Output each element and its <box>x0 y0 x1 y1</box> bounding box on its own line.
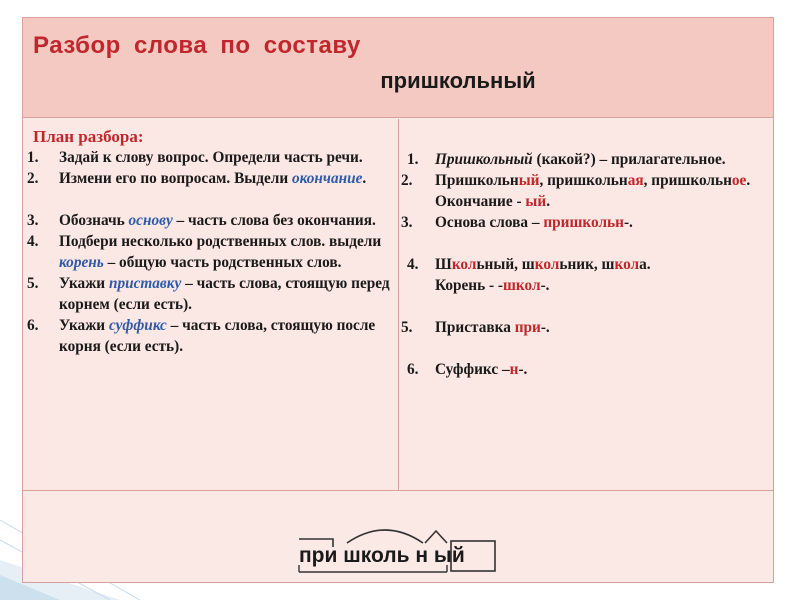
term-highlight: суффикс <box>108 317 167 334</box>
morpheme-highlight: школ <box>503 277 541 294</box>
content-row <box>23 119 773 491</box>
item-text <box>59 168 395 189</box>
analysis-table <box>22 17 774 583</box>
text-run: (какой?) – прилагательное. <box>532 151 726 168</box>
morpheme-highlight: ый <box>525 193 547 210</box>
text-run: Корень - - <box>435 277 504 294</box>
text-run: Укажи <box>59 317 109 334</box>
text-run: Укажи <box>59 275 109 292</box>
item-number: 6. <box>407 361 419 378</box>
item-number: 3. <box>27 212 39 229</box>
text-run: Пришкольн <box>435 172 519 189</box>
item-number: 5. <box>401 319 413 336</box>
slide-title: Разбор слова по составу <box>33 32 361 59</box>
text-run: . <box>546 193 551 210</box>
analyzed-word: пришкольный <box>380 68 536 93</box>
item-extra-line <box>435 275 771 296</box>
morpheme-row <box>23 492 773 582</box>
list-item <box>27 231 395 273</box>
term-highlight: окончание <box>291 170 363 187</box>
text-run: – часть слова, стоящую перед корнем (если есть). <box>59 275 390 313</box>
item-number: 2. <box>401 172 413 189</box>
item-number: 4. <box>407 256 419 273</box>
item-number: 2. <box>27 170 39 187</box>
text-run: Измени его по вопросам. Выдели <box>59 170 292 187</box>
list-item <box>27 210 395 231</box>
morpheme-highlight: пришкольн <box>543 214 624 231</box>
text-run: – часть слова без окончания. <box>172 212 376 229</box>
text-run: а. <box>639 256 651 273</box>
item-text <box>59 231 395 273</box>
morpheme-highlight: кол <box>451 256 477 273</box>
column-divider <box>398 119 399 491</box>
list-gap <box>401 233 771 254</box>
text-run: – общую часть родственных слов. <box>103 254 342 271</box>
morpheme-word: при школь н ый <box>299 544 465 567</box>
text-run: ьник, ш <box>559 256 615 273</box>
plan-heading: План разбора: <box>33 127 144 146</box>
text-run: Ш <box>435 256 452 273</box>
term-highlight: приставку <box>108 275 182 292</box>
list-item <box>401 149 771 170</box>
list-item <box>27 168 395 189</box>
item-text <box>59 147 395 168</box>
item-text <box>435 212 771 233</box>
morpheme-highlight: ое <box>731 172 747 189</box>
item-number: 4. <box>27 233 39 250</box>
item-text <box>59 315 395 357</box>
morpheme-highlight: н <box>509 361 519 378</box>
text-run: , пришкольн <box>643 172 732 189</box>
item-text <box>435 359 771 380</box>
text-run: . <box>362 170 367 187</box>
text-run: Подбери несколько родственных слов. выдели <box>59 233 382 250</box>
plan-list <box>27 147 395 357</box>
item-number: 6. <box>27 317 39 334</box>
item-text <box>435 170 771 191</box>
list-item <box>27 273 395 315</box>
list-item <box>27 315 395 357</box>
item-text <box>59 273 395 315</box>
list-item <box>401 170 771 212</box>
list-item <box>27 147 395 168</box>
morpheme-diagram <box>293 519 503 575</box>
item-extra-line <box>435 191 771 212</box>
term-highlight: основу <box>128 212 173 229</box>
word-italic: Пришкольный <box>435 151 533 168</box>
morpheme-highlight: ый <box>518 172 540 189</box>
text-run: . <box>746 172 751 189</box>
title-row <box>23 18 773 118</box>
list-item <box>401 317 771 338</box>
item-number: 5. <box>27 275 39 292</box>
list-gap <box>401 296 771 317</box>
term-highlight: корень <box>59 254 104 271</box>
text-run: Приставка <box>435 319 515 336</box>
text-run: , пришкольн <box>539 172 628 189</box>
text-run: Основа слова – <box>435 214 544 231</box>
item-text <box>435 149 771 170</box>
list-gap <box>27 189 395 210</box>
suffix-caret <box>425 531 447 543</box>
item-number: 3. <box>401 214 413 231</box>
item-text <box>435 254 771 275</box>
text-run: – часть слова, стоящую после корня (если есть). <box>59 317 376 355</box>
morpheme-highlight: кол <box>534 256 560 273</box>
text-run: -. <box>540 277 550 294</box>
text-run: Окончание - <box>435 193 526 210</box>
item-number: 1. <box>27 149 39 166</box>
item-text <box>59 210 395 231</box>
list-item <box>401 359 771 380</box>
text-run: -. <box>518 361 528 378</box>
list-item <box>401 254 771 296</box>
item-text <box>435 317 771 338</box>
text-run: -. <box>540 319 550 336</box>
item-number: 1. <box>407 151 419 168</box>
morpheme-highlight: кол <box>614 256 640 273</box>
text-run: ьный, ш <box>476 256 535 273</box>
text-run: Суффикс – <box>435 361 510 378</box>
list-item <box>401 212 771 233</box>
morpheme-highlight: при <box>514 319 541 336</box>
text-run: Задай к слову вопрос. Определи часть речи. <box>59 149 363 166</box>
text-run: -. <box>623 214 633 231</box>
root-arc <box>347 530 423 543</box>
list-gap <box>401 338 771 359</box>
morpheme-highlight: ая <box>627 172 644 189</box>
analysis-list <box>401 149 771 380</box>
text-run: Обозначь <box>59 212 129 229</box>
